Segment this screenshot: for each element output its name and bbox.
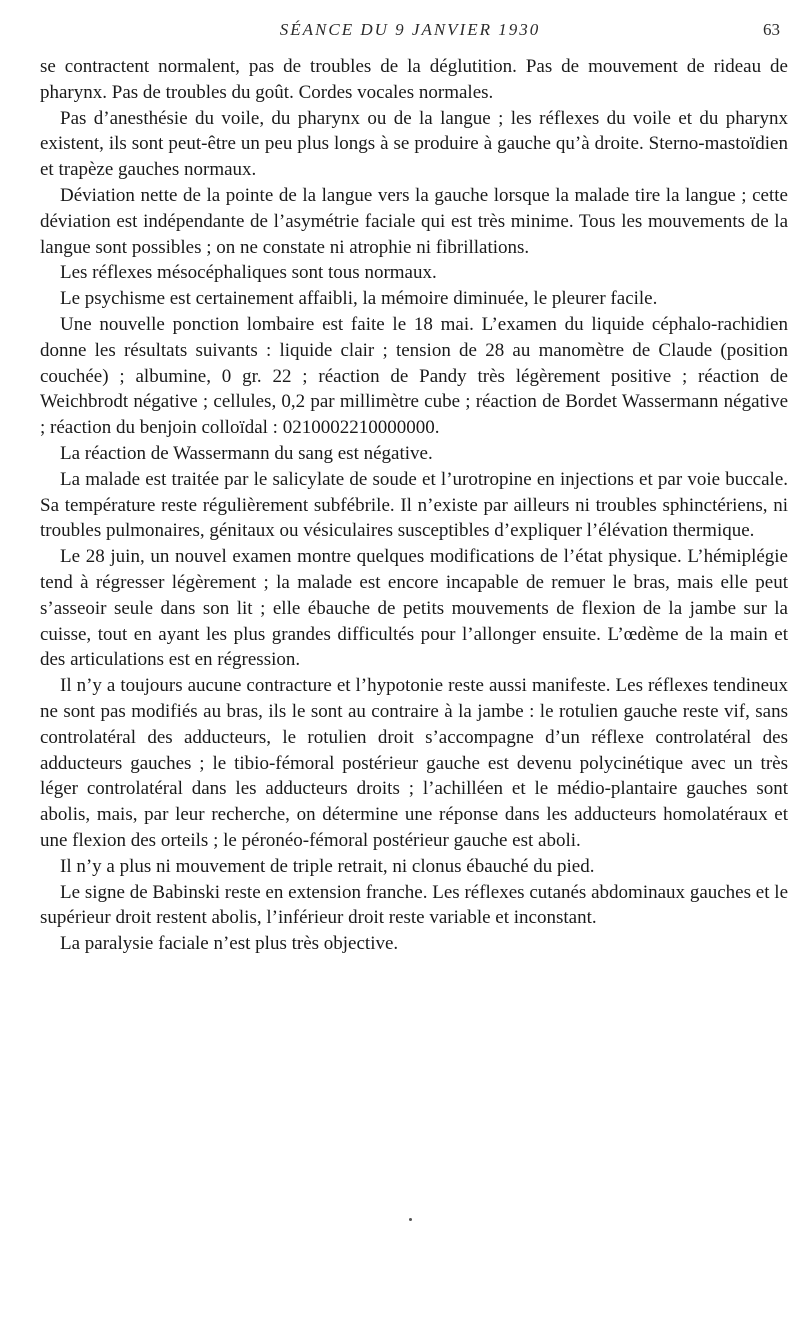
decorative-dot [409,1218,412,1221]
paragraph-7: La réaction de Wassermann du sang est négative. [60,442,433,464]
paragraph-10: Il n’y a toujours aucune contracture et l’hypotonie reste aussi manifeste. Les réflexes tendineux ne sont pas modifiés au bras, ils le sont au contraire à la jambe : le rotulien gauche reste vif, sans controlatéral des adducteurs, le rotulien droit s’accompagne d’un réflexe controlatéral des adducteurs gauches ; le tibio-fémoral postérieur gauche est devenu polycinétique avec un très léger controlatéral dans les adducteurs droits ; l’achilléen et le médio-plantaire gauches sont abolis, mais, par leur recherche, on détermine une réponse dans les adducteurs homolatéraux et une flexion des orteils ; le péronéo-fémoral postérieur gauche est aboli. [40,675,788,851]
paragraph-11: Il n’y a plus ni mouvement de triple retrait, ni clonus ébauché du pied. [60,855,595,877]
paragraph-6: Une nouvelle ponction lombaire est faite le 18 mai. L’examen du liquide céphalo-rachidien donne les résultats suivants : liquide clair ; tension de 28 au manomètre de Claude (position couchée) ; albumine, 0 gr. 22 ; réaction de Pandy très légèrement positive ; réaction de Weichbrodt négative ; cellules, 0,2 par millimètre cube ; réaction de Bordet Wassermann négative ; réaction du benjoin colloïdal : 0210002210000000. [40,313,788,439]
paragraph-9: Le 28 juin, un nouvel examen montre quelques modifications de l’état physique. L’hémiplégie tend à régresser légèrement ; la malade est encore incapable de remuer le bras, mais elle peut s’asseoir seule dans son lit ; elle ébauche de petits mouvements de flexion de la jambe sur la cuisse, tout en ayant les plus grandes difficultés pour l’allonger ensuite. L’œdème de la main et des articulations est en régression. [40,546,788,671]
body-text [40,54,788,957]
running-head [40,20,780,44]
paragraph-5: Le psychisme est certainement affaibli, la mémoire diminuée, le pleurer facile. [60,288,658,310]
paragraph-8: La malade est traitée par le salicylate de soude et l’urotropine en injections et par voie buccale. Sa température reste régulièrement subfébrile. Il n’existe par ailleurs ni troubles sphinctériens, ni troubles pulmonaires, génitaux ou vésiculaires susceptibles d’expliquer l’élévation thermique. [40,468,788,542]
paragraph-1: se contractent normalent, pas de troubles de la déglutition. Pas de mouvement de rideau de pharynx. Pas de troubles du goût. Cordes vocales normales. [40,56,788,103]
paragraph-13: La paralysie faciale n’est plus très objective. [60,933,399,955]
running-title: SÉANCE DU 9 JANVIER 1930 [279,20,541,39]
paragraph-12: Le signe de Babinski reste en extension franche. Les réflexes cutanés abdominaux gauches et le supérieur droit restent abolis, l’inférieur droit reste variable et inconstant. [40,881,788,929]
paragraph-2: Pas d’anesthésie du voile, du pharynx ou de la langue ; les réflexes du voile et du pharynx existent, ils sont peut-être un peu plus longs à se produire à gauche qu’à droite. Sterno-mastoïdien et trapèze gauches normaux. [40,107,788,181]
page-number: 63 [763,20,780,39]
paragraph-3: Déviation nette de la pointe de la langue vers la gauche lorsque la malade tire la langue ; cette déviation est indépendante de l’asymétrie faciale qui est très minime. Tous les mouvements de la langue sont possibles ; on ne constate ni atrophie ni fibrillations. [40,184,788,258]
paragraph-4: Les réflexes mésocéphaliques sont tous normaux. [60,262,437,284]
